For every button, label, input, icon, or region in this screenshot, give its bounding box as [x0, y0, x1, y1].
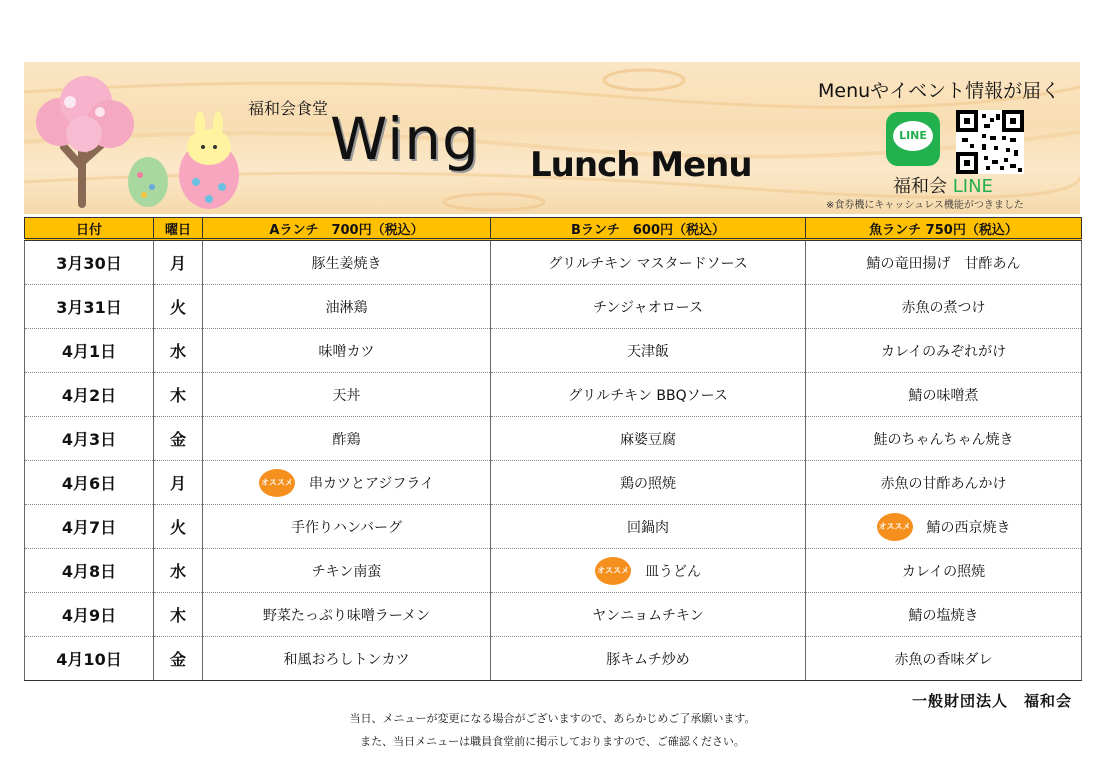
weekday-cell: 火 — [154, 505, 203, 549]
table-row — [25, 593, 1082, 637]
a-lunch-cell: 天丼 — [203, 373, 491, 417]
table-row — [25, 549, 1082, 593]
b-lunch-cell: 鶏の照焼 — [491, 461, 806, 505]
weekday-cell: 木 — [154, 373, 203, 417]
table-row — [25, 461, 1082, 505]
date-cell: 3月31日 — [25, 285, 154, 329]
table-row — [25, 240, 1082, 285]
date-cell: 4月1日 — [25, 329, 154, 373]
fish-lunch-cell: カレイのみぞれがけ — [806, 329, 1082, 373]
header-fish-lunch: 魚ランチ 750円（税込） — [806, 218, 1082, 240]
fish-lunch-cell: 赤魚の甘酢あんかけ — [806, 461, 1082, 505]
easter-eggs-icon — [124, 107, 244, 212]
fish-lunch-cell: 鯖の味噌煮 — [806, 373, 1082, 417]
line-info-text: Menuやイベント情報が届く — [818, 80, 1061, 102]
date-cell: 4月3日 — [25, 417, 154, 461]
a-lunch-cell: 酢鶏 — [203, 417, 491, 461]
footer-organization: 一般財団法人 福和会 — [912, 692, 1073, 710]
line-logo-text: LINE — [899, 129, 927, 142]
line-label-prefix: 福和会 — [893, 176, 947, 197]
a-lunch-cell: 豚生姜焼き — [203, 240, 491, 285]
table-row — [25, 285, 1082, 329]
footer-notice-posting: また、当日メニューは職員食堂前に掲示しておりますので、ご確認ください。 — [360, 735, 745, 748]
header-b-lunch: Bランチ 600円（税込） — [491, 218, 806, 240]
weekday-cell: 月 — [154, 461, 203, 505]
b-lunch-cell: チンジャオロース — [491, 285, 806, 329]
weekday-cell: 月 — [154, 240, 203, 285]
b-lunch-cell: 回鍋肉 — [491, 505, 806, 549]
line-account-label — [893, 172, 993, 198]
fish-lunch-cell: カレイの照焼 — [806, 549, 1082, 593]
a-lunch-cell: 和風おろしトンカツ — [203, 637, 491, 681]
weekday-cell: 水 — [154, 329, 203, 373]
date-cell: 4月10日 — [25, 637, 154, 681]
b-lunch-cell: ヤンニョムチキン — [491, 593, 806, 637]
recommended-badge-icon: オススメ — [259, 469, 295, 497]
table-row — [25, 373, 1082, 417]
page-subtitle: Lunch Menu — [530, 145, 752, 185]
line-logo-icon — [886, 112, 940, 166]
table-row — [25, 417, 1082, 461]
header-day: 曜日 — [154, 218, 203, 240]
fish-lunch-cell — [806, 505, 1082, 549]
header-date: 日付 — [25, 218, 154, 240]
date-cell: 4月8日 — [25, 549, 154, 593]
table-row — [25, 505, 1082, 549]
weekday-cell: 水 — [154, 549, 203, 593]
a-lunch-cell: チキン南蛮 — [203, 549, 491, 593]
a-lunch-cell: 味噌カツ — [203, 329, 491, 373]
weekday-cell: 金 — [154, 417, 203, 461]
fish-lunch-cell: 鯖の竜田揚げ 甘酢あん — [806, 240, 1082, 285]
fish-lunch-cell: 鯖の塩焼き — [806, 593, 1082, 637]
date-cell: 4月6日 — [25, 461, 154, 505]
date-cell: 4月2日 — [25, 373, 154, 417]
line-label-word: LINE — [952, 176, 993, 197]
page-title: Wing — [330, 105, 480, 173]
b-lunch-cell — [491, 549, 806, 593]
b-lunch-cell: グリルチキン BBQソース — [491, 373, 806, 417]
a-lunch-cell: 野菜たっぷり味噌ラーメン — [203, 593, 491, 637]
table-row — [25, 329, 1082, 373]
header-a-lunch: Aランチ 700円（税込） — [203, 218, 491, 240]
b-lunch-cell: 豚キムチ炒め — [491, 637, 806, 681]
a-lunch-text: 串カツとアジフライ — [308, 475, 435, 492]
recommended-badge-icon: オススメ — [877, 513, 913, 541]
weekday-cell: 木 — [154, 593, 203, 637]
fish-lunch-text: 鯖の西京焼き — [926, 519, 1011, 536]
cafeteria-name: 福和会食堂 — [248, 99, 329, 118]
b-lunch-cell: グリルチキン マスタードソース — [491, 240, 806, 285]
fish-lunch-cell: 赤魚の香味ダレ — [806, 637, 1082, 681]
b-lunch-cell: 麻婆豆腐 — [491, 417, 806, 461]
date-cell: 3月30日 — [25, 240, 154, 285]
a-lunch-cell: 油淋鶏 — [203, 285, 491, 329]
recommended-badge-icon: オススメ — [595, 557, 631, 585]
table-row — [25, 637, 1082, 681]
fish-lunch-cell: 鮭のちゃんちゃん焼き — [806, 417, 1082, 461]
qr-code-icon[interactable] — [956, 110, 1024, 174]
fish-lunch-cell: 赤魚の煮つけ — [806, 285, 1082, 329]
date-cell: 4月7日 — [25, 505, 154, 549]
a-lunch-cell — [203, 461, 491, 505]
a-lunch-cell: 手作りハンバーグ — [203, 505, 491, 549]
date-cell: 4月9日 — [25, 593, 154, 637]
b-lunch-text: 皿うどん — [645, 563, 701, 580]
weekday-cell: 火 — [154, 285, 203, 329]
lunch-menu-table — [24, 217, 1082, 681]
footer-notice-change: 当日、メニューが変更になる場合がございますので、あらかじめご了承願います。 — [349, 712, 756, 725]
table-header-row — [25, 218, 1082, 240]
cashless-note: ※食券機にキャッシュレス機能がつきました — [826, 200, 1024, 211]
b-lunch-cell: 天津飯 — [491, 329, 806, 373]
weekday-cell: 金 — [154, 637, 203, 681]
